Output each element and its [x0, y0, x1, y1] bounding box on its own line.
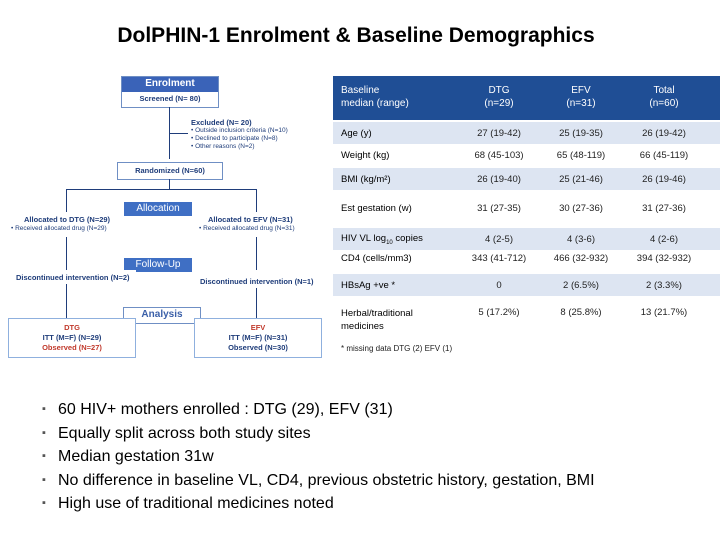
connector-line: [256, 237, 257, 270]
cell-dtg: 31 (27-35): [477, 203, 521, 214]
randomized-text: Randomized (N=60): [135, 166, 205, 175]
alloc-dtg-sub: • Received allocated drug (N=29): [11, 225, 107, 232]
connector-line: [66, 189, 67, 212]
cell-efv: 4 (3-6): [567, 234, 595, 245]
table-row: [333, 297, 720, 337]
cell-efv: 2 (6.5%): [563, 280, 599, 291]
header-text: Total: [653, 85, 675, 96]
header-text: (n=60): [649, 98, 679, 109]
cell-efv: 30 (27-36): [559, 203, 603, 214]
row-label: [341, 233, 423, 246]
analysis-dtg-obs: Observed (N=27): [42, 343, 102, 352]
cell-total: 4 (2-6): [650, 234, 678, 245]
alloc-efv-sub: • Received allocated drug (N=31): [199, 225, 295, 232]
cell-efv: 25 (19-35): [559, 128, 603, 139]
header-total: [626, 84, 702, 110]
header-text: Baseline: [341, 85, 380, 96]
row-label-text: HIV VL log: [341, 233, 387, 244]
cell-total: 31 (27-36): [642, 203, 686, 214]
excluded-item-text: Outside inclusion criteria (N=10): [195, 127, 288, 134]
excluded-item: • Outside inclusion criteria (N=10): [191, 127, 288, 134]
list-item: [42, 492, 595, 516]
cell-total: 26 (19-46): [642, 174, 686, 185]
alloc-efv-sub-text: Received allocated drug (N=31): [203, 225, 295, 232]
row-label: Est gestation (w): [341, 203, 412, 214]
bullet-icon: ▪: [42, 450, 46, 462]
table-footnote: * missing data DTG (2) EFV (1): [341, 344, 453, 353]
bullet-text: No difference in baseline VL, CD4, previous obstetric history, gestation, BMI: [58, 471, 595, 489]
table-row: [333, 168, 720, 190]
connector-line: [66, 189, 256, 190]
row-label-text: medicines: [341, 321, 384, 332]
analysis-efv-obs: Observed (N=30): [228, 343, 288, 352]
bullet-text: High use of traditional medicines noted: [58, 495, 334, 512]
cell-total: 394 (32-932): [636, 253, 692, 264]
list-item: [42, 469, 595, 493]
cell-total: 13 (21.7%): [640, 307, 688, 318]
table-row: [333, 145, 720, 167]
analysis-efv-label: EFV: [250, 323, 266, 332]
excluded-item-text: Declined to participate (N=8): [195, 135, 278, 142]
table-header: [333, 76, 720, 120]
excluded-item: • Other reasons (N=2): [191, 143, 255, 150]
connector-line: [169, 179, 170, 189]
analysis-dtg-itt: ITT (M=F) (N=29): [42, 333, 102, 342]
row-label-text: Herbal/traditional: [341, 308, 413, 319]
alloc-dtg-box: [8, 212, 121, 236]
connector-line: [66, 284, 67, 318]
cell-efv: 65 (48-119): [556, 150, 606, 161]
list-item: [42, 445, 595, 469]
row-label-sub: 10: [386, 239, 393, 246]
cell-dtg: 4 (2-5): [485, 234, 513, 245]
cell-dtg: 5 (17.2%): [478, 307, 520, 318]
row-label: [341, 307, 413, 333]
cell-dtg: 0: [496, 280, 502, 291]
analysis-dtg-box: [8, 318, 136, 358]
bullet-text: Equally split across both study sites: [58, 424, 311, 442]
cell-efv: 466 (32-932): [553, 253, 609, 264]
connector-line: [256, 288, 257, 318]
connector-line: [66, 237, 67, 270]
cell-dtg: 27 (19-42): [477, 128, 521, 139]
table-row: [333, 274, 720, 296]
alloc-dtg-sub-text: Received allocated drug (N=29): [15, 225, 107, 232]
connector-line: [256, 189, 257, 212]
bullet-icon: ▪: [42, 497, 46, 509]
table-row: [333, 251, 720, 273]
alloc-efv-box: [196, 212, 316, 236]
disc-dtg-box: [8, 270, 136, 284]
cell-total: 2 (3.3%): [646, 280, 682, 291]
cell-total: 66 (45-119): [639, 150, 689, 161]
row-label: BMI (kg/m²): [341, 174, 391, 185]
alloc-efv-text: Allocated to EFV (N=31): [208, 215, 293, 224]
disc-efv-text: Discontinued intervention (N=1): [200, 277, 314, 286]
bullet-text: Median gestation 31w: [58, 448, 214, 465]
cell-efv: 25 (21-46): [559, 174, 603, 185]
bullet-icon: ▪: [42, 403, 46, 415]
analysis-efv-itt: ITT (M=F) (N=31): [228, 333, 288, 342]
allocation-pill: Allocation: [124, 202, 192, 216]
cell-efv: 8 (25.8%): [560, 307, 602, 318]
row-label: Age (y): [341, 128, 372, 139]
bullet-text: 60 HIV+ mothers enrolled : DTG (29), EFV (31): [58, 401, 393, 418]
followup-pill: Follow-Up: [124, 258, 192, 272]
row-label: HBsAg +ve *: [341, 280, 396, 291]
row-label-text: copies: [392, 233, 423, 244]
header-text: median (range): [341, 98, 409, 109]
analysis-text: Analysis: [141, 309, 183, 320]
slide-title: DolPHIN-1 Enrolment & Baseline Demographics: [117, 24, 595, 47]
connector-line: [169, 133, 188, 134]
enrolment-box: [121, 76, 219, 108]
enrolment-header: Enrolment: [122, 77, 218, 92]
screened-text: Screened (N= 80): [139, 94, 201, 103]
header-efv: [543, 84, 619, 110]
header-text: EFV: [571, 85, 591, 96]
cell-dtg: 68 (45-103): [474, 150, 524, 161]
bullet-icon: ▪: [42, 473, 46, 486]
header-dtg: [461, 84, 537, 110]
analysis-dtg-label: DTG: [64, 323, 80, 332]
disc-efv-box: [194, 274, 322, 288]
disc-dtg-text: Discontinued intervention (N=2): [16, 273, 130, 282]
list-item: [42, 422, 595, 446]
excluded-text: Excluded (N= 20): [191, 118, 252, 127]
excluded-item: • Declined to participate (N=8): [191, 135, 278, 142]
table-row: [333, 228, 720, 250]
header-text: DTG: [488, 85, 510, 96]
alloc-dtg-text: Allocated to DTG (N=29): [24, 215, 111, 224]
analysis-efv-box: [194, 318, 322, 358]
excluded-item-text: Other reasons (N=2): [195, 143, 255, 150]
list-item: [42, 398, 595, 422]
row-label: CD4 (cells/mm3): [341, 253, 412, 264]
consort-flowchart: [0, 0, 330, 370]
cell-total: 26 (19-42): [642, 128, 686, 139]
randomized-box: [117, 162, 223, 180]
bullet-icon: ▪: [42, 426, 46, 439]
header-baseline: [341, 84, 451, 110]
header-text: (n=29): [484, 98, 514, 109]
row-label: Weight (kg): [341, 150, 390, 161]
cell-dtg: 343 (41-712): [471, 253, 527, 264]
summary-bullets: [42, 398, 595, 516]
table-row: [333, 191, 720, 227]
header-text: (n=31): [566, 98, 596, 109]
cell-dtg: 26 (19-40): [477, 174, 521, 185]
excluded-box: [188, 116, 310, 154]
table-row: [333, 122, 720, 144]
